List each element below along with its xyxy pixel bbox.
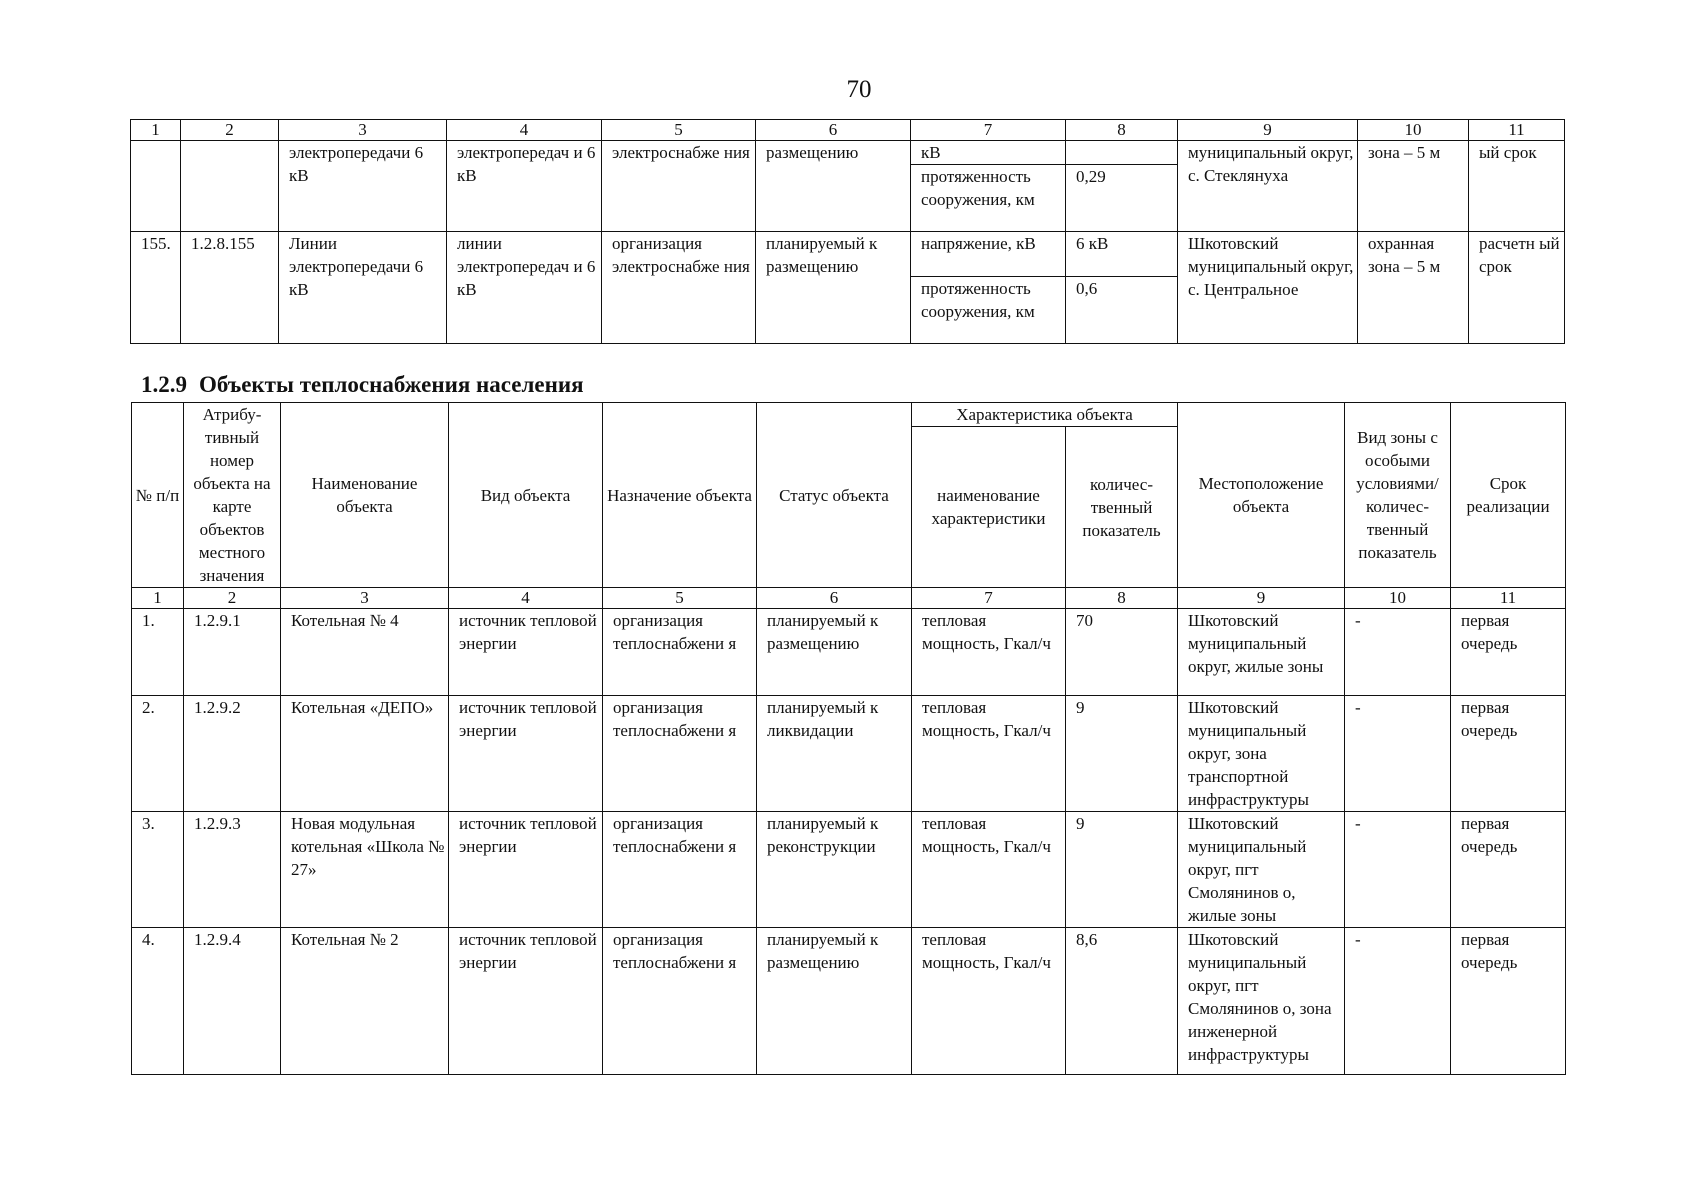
column-number: 6 [756, 120, 911, 141]
table-row [132, 928, 1566, 1075]
header-kind: Вид объекта [449, 403, 603, 588]
column-number: 10 [1345, 588, 1451, 609]
column-number: 3 [281, 588, 449, 609]
header-zone: Вид зоны с особыми условиями/ количес-твенный показатель [1345, 403, 1451, 588]
zone-type: охранная зона – 5 м [1358, 232, 1469, 344]
table-row [131, 232, 1565, 277]
table-row [132, 609, 1566, 696]
column-number: 3 [279, 120, 447, 141]
object-location: муниципальный округ, с. Стеклянуха [1178, 141, 1358, 232]
implementation-term: первая очередь [1451, 609, 1566, 696]
characteristic-value: 6 кВ [1066, 232, 1178, 277]
column-number: 1 [131, 120, 181, 141]
characteristic-name: тепловая мощность, Гкал/ч [912, 696, 1066, 812]
column-number-row [132, 588, 1566, 609]
page-number: 70 [846, 76, 872, 103]
row-number: 2. [132, 696, 184, 812]
header-status: Статус объекта [757, 403, 912, 588]
object-name: Линии электропередачи 6 кВ [279, 232, 447, 344]
header-characteristic-group: Характеристика объекта [912, 403, 1178, 427]
zone-type: зона – 5 м [1358, 141, 1469, 232]
zone-type: - [1345, 812, 1451, 928]
table-row [132, 812, 1566, 928]
column-number: 5 [603, 588, 757, 609]
zone-type: - [1345, 928, 1451, 1075]
characteristic-value: 9 [1066, 812, 1178, 928]
column-number: 7 [912, 588, 1066, 609]
section-title: Объекты теплоснабжения населения [199, 372, 584, 397]
header-location: Местоположение объекта [1178, 403, 1345, 588]
object-status: планируемый к размещению [756, 232, 911, 344]
column-number: 8 [1066, 120, 1178, 141]
implementation-term: ый срок [1469, 141, 1565, 232]
row-number: 3. [132, 812, 184, 928]
characteristic-name: тепловая мощность, Гкал/ч [912, 928, 1066, 1075]
column-number: 7 [911, 120, 1066, 141]
characteristic-name: протяженность сооружения, км [911, 165, 1066, 232]
column-number-row [131, 120, 1565, 141]
column-number: 4 [449, 588, 603, 609]
characteristic-name: кВ [911, 141, 1066, 165]
implementation-term: первая очередь [1451, 696, 1566, 812]
row-number [131, 141, 181, 232]
attribute-number: 1.2.8.155 [181, 232, 279, 344]
attribute-number: 1.2.9.2 [184, 696, 281, 812]
object-status: планируемый к ликвидации [757, 696, 912, 812]
characteristic-value [1066, 141, 1178, 165]
zone-type: - [1345, 696, 1451, 812]
characteristic-value: 70 [1066, 609, 1178, 696]
column-number: 1 [132, 588, 184, 609]
row-number: 4. [132, 928, 184, 1075]
column-number: 11 [1469, 120, 1565, 141]
heat-table-body [132, 609, 1566, 1075]
object-kind: источник тепловой энергии [449, 609, 603, 696]
object-kind: источник тепловой энергии [449, 928, 603, 1075]
header-no: № п/п [132, 403, 184, 588]
object-purpose: организация теплоснабжени я [603, 609, 757, 696]
object-name: Котельная № 2 [281, 928, 449, 1075]
object-location: Шкотовский муниципальный округ, пгт Смолянинов о, зона инженерной инфраструктуры [1178, 928, 1345, 1075]
header-attribute: Атрибу-тивный номер объекта на карте объектов местного значения [184, 403, 281, 588]
header-characteristic-name: наименование характеристики [912, 427, 1066, 588]
attribute-number [181, 141, 279, 232]
section-number: 1.2.9 [141, 372, 187, 397]
zone-type: - [1345, 609, 1451, 696]
object-purpose: организация электроснабже ния [602, 232, 756, 344]
column-number: 4 [447, 120, 602, 141]
characteristic-value: 9 [1066, 696, 1178, 812]
object-location: Шкотовский муниципальный округ, пгт Смолянинов о, жилые зоны [1178, 812, 1345, 928]
characteristic-name: тепловая мощность, Гкал/ч [912, 812, 1066, 928]
object-purpose: организация теплоснабжени я [603, 928, 757, 1075]
section-heading [141, 370, 584, 400]
column-number: 2 [184, 588, 281, 609]
object-purpose: организация теплоснабжени я [603, 812, 757, 928]
object-status: планируемый к реконструкции [757, 812, 912, 928]
object-location: Шкотовский муниципальный округ, зона транспортной инфраструктуры [1178, 696, 1345, 812]
column-number: 10 [1358, 120, 1469, 141]
characteristic-name: тепловая мощность, Гкал/ч [912, 609, 1066, 696]
object-status: планируемый к размещению [757, 928, 912, 1075]
object-kind: электропередач и 6 кВ [447, 141, 602, 232]
object-status: размещению [756, 141, 911, 232]
object-kind: источник тепловой энергии [449, 696, 603, 812]
table-row [132, 696, 1566, 812]
characteristic-value: 8,6 [1066, 928, 1178, 1075]
header-name: Наименование объекта [281, 403, 449, 588]
attribute-number: 1.2.9.1 [184, 609, 281, 696]
characteristic-value: 0,29 [1066, 165, 1178, 232]
column-number: 9 [1178, 588, 1345, 609]
heat-supply-table [131, 402, 1566, 1075]
object-location: Шкотовский муниципальный округ, жилые зоны [1178, 609, 1345, 696]
row-number: 155. [131, 232, 181, 344]
object-name: электропередачи 6 кВ [279, 141, 447, 232]
row-number: 1. [132, 609, 184, 696]
header-characteristic-value: количес-твенный показатель [1066, 427, 1178, 588]
column-number: 11 [1451, 588, 1566, 609]
object-name: Котельная № 4 [281, 609, 449, 696]
column-number: 6 [757, 588, 912, 609]
object-kind: линии электропередач и 6 кВ [447, 232, 602, 344]
header-term: Срок реализации [1451, 403, 1566, 588]
characteristic-name: протяженность сооружения, км [911, 277, 1066, 344]
column-number: 5 [602, 120, 756, 141]
object-purpose: электроснабже ния [602, 141, 756, 232]
column-number: 9 [1178, 120, 1358, 141]
object-purpose: организация теплоснабжени я [603, 696, 757, 812]
object-status: планируемый к размещению [757, 609, 912, 696]
object-name: Котельная «ДЕПО» [281, 696, 449, 812]
attribute-number: 1.2.9.3 [184, 812, 281, 928]
implementation-term: расчетн ый срок [1469, 232, 1565, 344]
object-name: Новая модульная котельная «Школа № 27» [281, 812, 449, 928]
column-number: 8 [1066, 588, 1178, 609]
characteristic-value: 0,6 [1066, 277, 1178, 344]
implementation-term: первая очередь [1451, 812, 1566, 928]
power-lines-table [130, 119, 1565, 344]
implementation-term: первая очередь [1451, 928, 1566, 1075]
column-number: 2 [181, 120, 279, 141]
header-row [132, 403, 1566, 427]
object-location: Шкотовский муниципальный округ, с. Центральное [1178, 232, 1358, 344]
header-purpose: Назначение объекта [603, 403, 757, 588]
attribute-number: 1.2.9.4 [184, 928, 281, 1075]
object-kind: источник тепловой энергии [449, 812, 603, 928]
table-row [131, 141, 1565, 165]
characteristic-name: напряжение, кВ [911, 232, 1066, 277]
